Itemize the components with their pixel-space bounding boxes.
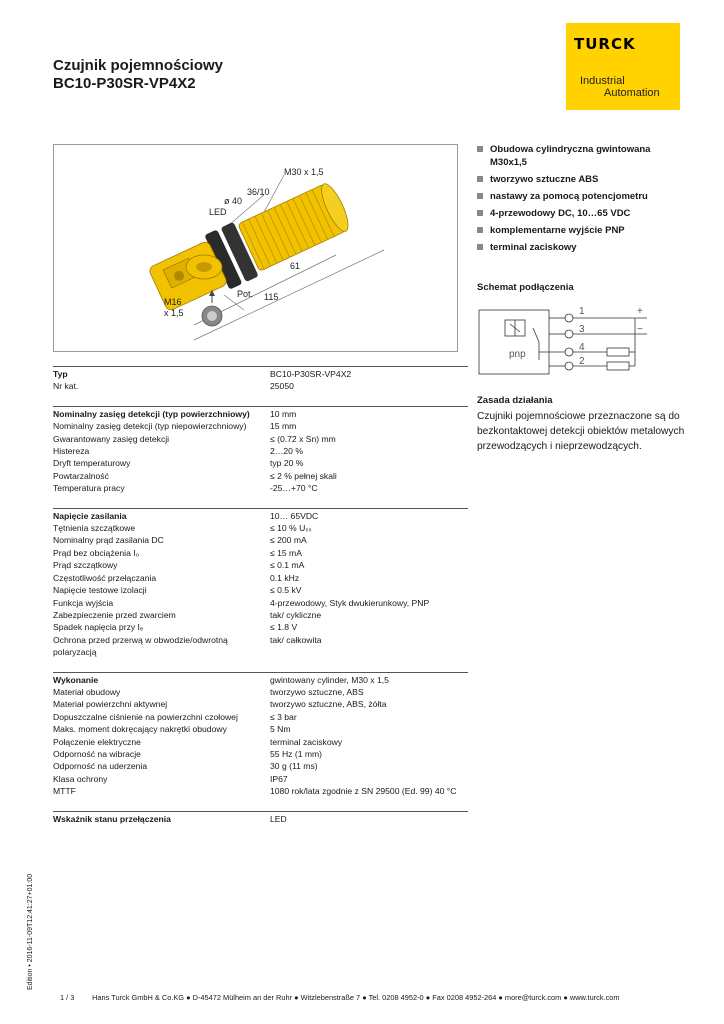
spec-group [53,508,468,659]
spec-key: Odporność na wibracje [53,748,141,759]
spec-key: Odporność na uderzenia [53,761,148,772]
square-bullet-icon [477,227,483,233]
spec-row [53,584,468,596]
spec-value: gwintowany cylinder, M30 x 1,5 [270,674,389,685]
spec-key: Zabezpieczenie przed zwarciem [53,609,176,620]
spec-value: ≤ 0.1 mA [270,560,305,571]
spec-key: Wykonanie [53,674,99,685]
spec-value: 2…20 % [270,446,303,457]
spec-row [53,420,468,432]
spec-value: tworzywo sztuczne, ABS [270,686,364,697]
spec-key: Prąd szczątkowy [53,560,118,571]
logo-tagline-1: Industrial [580,75,625,87]
principle-text: Czujniki pojemnościowe przeznaczone są do bezkontaktowej detekcji obiektów metalowych przewodzących i nieprzewodzących. [477,411,685,452]
spec-row [53,736,468,748]
spec-key: Dryft temperaturowy [53,458,131,469]
spec-row [53,380,468,392]
spec-key: Materiał obudowy [53,686,121,697]
plus-sign: + [637,306,643,317]
spec-value: 4-przewodowy, Styk dwukierunkowy, PNP [270,597,430,608]
product-drawing [53,144,458,352]
spec-value: 0.1 kHz [270,572,300,583]
dim-m16: M16 [164,297,182,307]
label-pot: Pot. [237,289,254,299]
pin-2: 2 [579,356,585,367]
spec-row [53,609,468,621]
spec-key: MTTF [53,786,76,797]
sensor-illustration [54,145,459,353]
feature-item: komplementarne wyjście PNP [477,224,687,237]
square-bullet-icon [477,244,483,250]
spec-row [53,433,468,445]
label-led: LED [209,207,227,217]
spec-key: Histereza [53,446,90,457]
spec-row [53,634,468,659]
square-bullet-icon [477,210,483,216]
spec-key: Nominalny prąd zasilania DC [53,535,164,546]
page-title [53,57,223,93]
spec-value: 10 mm [270,408,297,419]
spec-key: Tętnienia szczątkowe [53,523,136,534]
spec-row [53,510,468,522]
spec-row [53,711,468,723]
spec-value: typ 20 % [270,458,304,469]
spec-row [53,597,468,609]
spec-value: ≤ 3 bar [270,711,297,722]
pin-1: 1 [579,306,585,317]
wiring-heading: Schemat podłączenia [477,282,574,293]
spec-value: LED [270,813,287,824]
spec-row [53,470,468,482]
spec-row [53,408,468,420]
spec-key: Wskaźnik stanu przełączenia [53,813,171,824]
spec-value: tworzywo sztuczne, ABS, żółta [270,699,387,710]
feature-item: tworzywo sztuczne ABS [477,173,687,186]
dim-3610: 36/10 [247,187,270,197]
dim-115: 115 [264,292,279,302]
edition-stamp: Edition • 2016-11-09T12:41:27+01:00 [27,873,34,990]
spec-row [53,674,468,686]
spec-value: -25…+70 °C [270,483,318,494]
spec-value: ≤ 0.5 kV [270,585,302,596]
logo-brand: TURCK [574,35,636,53]
spec-row [53,547,468,559]
feature-item: terminal zaciskowy [477,241,687,254]
spec-value: ≤ 10 % Uₛₛ [270,523,312,534]
spec-row [53,723,468,735]
spec-key: Ochrona przed przerwą w obwodzie/odwrotną polaryzacją [53,634,228,658]
spec-key: Nr kat. [53,381,79,392]
spec-key: Połączenie elektryczne [53,736,141,747]
spec-key: Spadek napięcia przy Iₑ [53,622,144,633]
wiring-diagram [477,302,657,380]
dim-m16-pitch: x 1,5 [164,308,184,318]
spec-row [53,698,468,710]
spec-value: 5 Nm [270,724,291,735]
spec-value: 1080 rok/lata zgodnie z SN 29500 (Ed. 99) 40 °C [270,786,457,797]
spec-row [53,368,468,380]
spec-group [53,366,468,393]
spec-row [53,686,468,698]
spec-row [53,760,468,772]
spec-key: Materiał powierzchni aktywnej [53,699,168,710]
spec-value: 15 mm [270,421,297,432]
spec-row [53,534,468,546]
spec-value: ≤ 15 mA [270,547,302,558]
spec-value: 30 g (11 ms) [270,761,318,772]
dim-diameter: ø 40 [224,196,243,206]
feature-item: nastawy za pomocą potencjometru [477,190,687,203]
spec-value: IP67 [270,773,288,784]
spec-value: ≤ 1.8 V [270,622,298,633]
spec-value: terminal zaciskowy [270,736,343,747]
spec-key: Napięcie testowe izolacji [53,585,147,596]
spec-row [53,482,468,494]
spec-key: Maks. moment dokręcający nakrętki obudowy [53,724,227,735]
spec-row [53,559,468,571]
spec-value: ≤ 200 mA [270,535,307,546]
title-product-code: BC10-P30SR-VP4X2 [53,75,196,92]
dim-61: 61 [290,261,301,271]
spec-table [53,366,468,838]
pin-4: 4 [579,342,585,353]
minus-sign: − [637,324,643,335]
spec-key: Prąd bez obciążenia I₀ [53,547,140,558]
spec-row [53,813,468,825]
square-bullet-icon [477,193,483,199]
spec-value: 25050 [270,381,294,392]
spec-key: Gwarantowany zasięg detekcji [53,433,170,444]
pnp-label: pnp [509,349,526,360]
logo-tagline-2: Automation [604,87,660,99]
spec-key: Napięcie zasilania [53,510,127,521]
spec-group [53,406,468,495]
spec-row [53,748,468,760]
spec-key: Dopuszczalne ciśnienie na powierzchni czołowej [53,711,238,722]
spec-key: Temperatura pracy [53,483,125,494]
spec-value: ≤ (0.72 x Sn) mm [270,433,336,444]
spec-value: tak/ całkowita [270,634,322,645]
square-bullet-icon [477,176,483,182]
spec-group [53,672,468,798]
feature-item: 4-przewodowy DC, 10…65 VDC [477,207,687,220]
spec-key: Klasa ochrony [53,773,108,784]
spec-key: Powtarzalność [53,470,109,481]
spec-group [53,811,468,825]
spec-key: Nominalny zasięg detekcji (typ powierzchniowy) [53,408,250,419]
spec-key: Funkcja wyjścia [53,597,114,608]
principle-heading: Zasada działania [477,395,553,406]
spec-value: ≤ 2 % pełnej skali [270,470,337,481]
spec-value: 10… 65VDC [270,510,319,521]
spec-row [53,785,468,797]
spec-row [53,445,468,457]
spec-row [53,522,468,534]
page-number: 1 / 3 [60,993,75,1002]
spec-key: Częstotliwość przełączania [53,572,157,583]
spec-row [53,457,468,469]
feature-list [477,143,687,258]
company-address: Hans Turck GmbH & Co.KG ● D-45472 Mülheim an der Ruhr ● Witzlebenstraße 7 ● Tel. 0208 4952-0 ● Fax 0208 4952-264 ● more@turck.com ● www.turck.com [92,993,620,1002]
pin-3: 3 [579,324,585,335]
title-product-type: Czujnik pojemnościowy [53,57,224,74]
turck-logo [566,23,680,110]
spec-key: Nominalny zasięg detekcji (typ niepowierzchniowy) [53,421,247,432]
dim-thread: M30 x 1,5 [284,167,324,177]
spec-row [53,572,468,584]
spec-row [53,773,468,785]
spec-value: BC10-P30SR-VP4X2 [270,369,352,379]
spec-key: Typ [53,369,68,379]
square-bullet-icon [477,146,483,152]
page-footer [60,993,620,1002]
feature-item: Obudowa cylindryczna gwintowana M30x1,5 [477,143,687,169]
spec-row [53,621,468,633]
spec-value: 55 Hz (1 mm) [270,748,323,759]
spec-value: tak/ cykliczne [270,609,322,620]
